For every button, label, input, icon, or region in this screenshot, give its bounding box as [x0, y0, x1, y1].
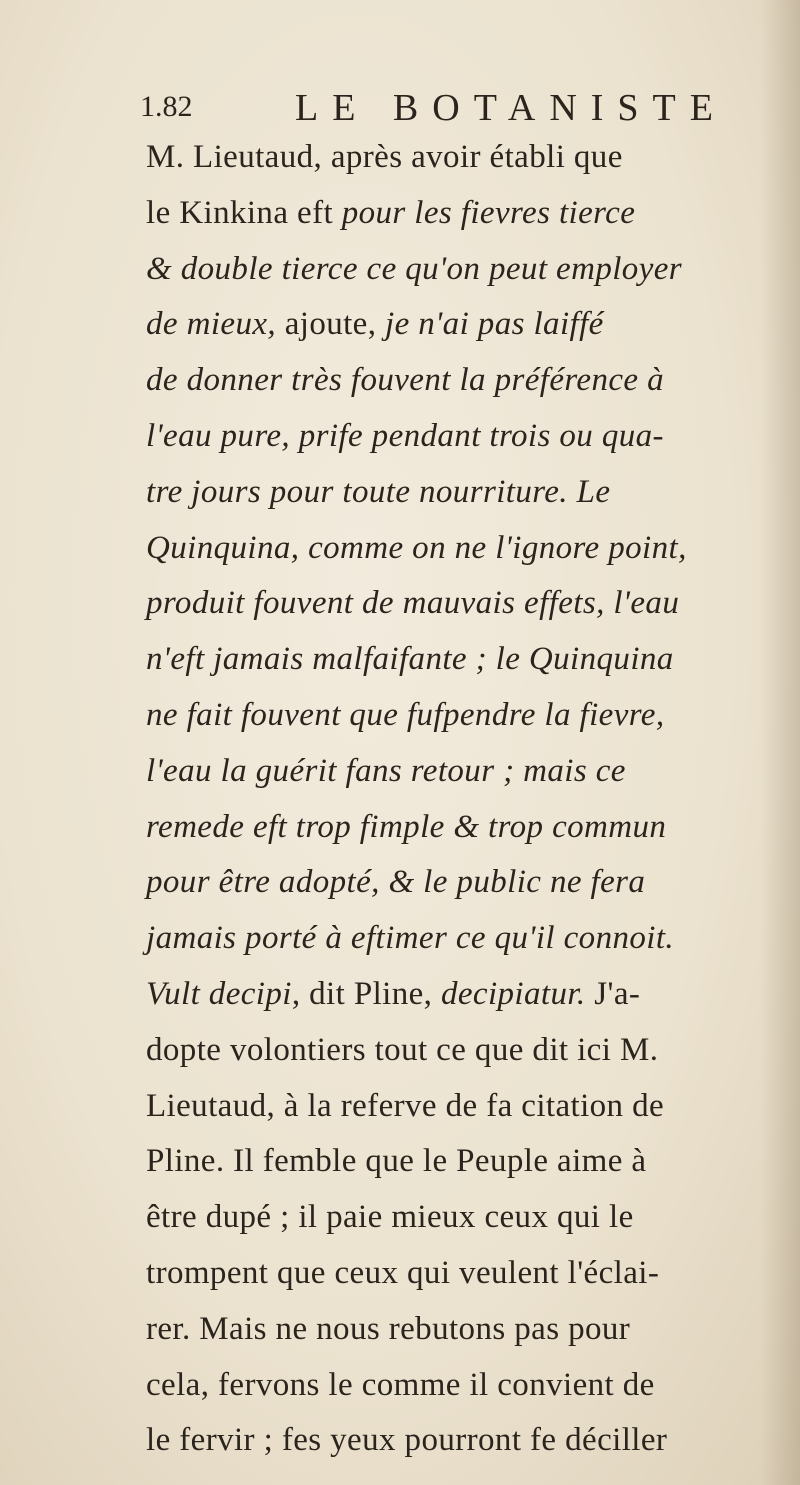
text-line [146, 353, 766, 409]
text-line [146, 1413, 766, 1469]
page-number: 1.82 [140, 90, 193, 123]
italic-segment: de mieux, [146, 306, 285, 343]
italic-segment: de donner très fouvent la préférence à [146, 362, 664, 399]
text-body [146, 130, 766, 1469]
text-line [146, 1023, 766, 1079]
text-line [146, 297, 766, 353]
roman-segment: J'a- [585, 975, 641, 1012]
text-line [146, 186, 766, 242]
page-header [140, 86, 727, 136]
page-edge-shadow [760, 0, 800, 1485]
roman-segment: dopte volontiers tout ce que dit ici M. [146, 1031, 659, 1068]
italic-segment: l'eau la guérit fans retour ; mais ce [146, 752, 626, 789]
text-line [146, 911, 766, 967]
running-head: LE BOTANISTE [295, 87, 727, 129]
text-line [146, 1190, 766, 1246]
italic-segment: pour être adopté, & le public ne fera [146, 864, 646, 901]
roman-segment: Pline. Il femble que le Peuple aime à [146, 1143, 647, 1180]
italic-segment: tre jours pour toute nourriture. Le [146, 473, 611, 510]
roman-segment: , dit Pline, [291, 975, 441, 1012]
italic-segment: ne fait fouvent que fufpendre la fievre, [146, 696, 665, 733]
text-line [146, 521, 766, 577]
text-line [146, 744, 766, 800]
italic-segment: pour les fievres tierce [341, 194, 636, 231]
text-line [146, 1302, 766, 1358]
italic-segment: Vult decipi [146, 975, 292, 1012]
text-line [146, 1358, 766, 1414]
roman-segment: le Kinkina eft [146, 194, 342, 231]
roman-segment: cela, fervons le comme il convient de [146, 1366, 655, 1403]
italic-segment: remede eft trop fimple & trop commun [146, 808, 667, 845]
italic-segment: decipiatur. [440, 975, 586, 1012]
text-line [146, 130, 766, 186]
roman-segment: être dupé ; il paie mieux ceux qui le [146, 1199, 634, 1236]
text-line [146, 1246, 766, 1302]
roman-segment: Lieutaud, à la referve de fa citation de [146, 1087, 665, 1124]
text-line [146, 688, 766, 744]
text-line [146, 1134, 766, 1190]
roman-segment: rer. Mais ne nous rebutons pas pour [146, 1310, 631, 1347]
italic-segment: Quinquina, comme on ne l'ignore point, [146, 529, 687, 566]
text-line [146, 632, 766, 688]
text-line [146, 465, 766, 521]
text-line [146, 855, 766, 911]
italic-segment: & double tierce ce qu'on peut employer [146, 250, 683, 287]
italic-segment: jamais porté à eftimer ce qu'il connoit. [146, 920, 675, 957]
text-line [146, 576, 766, 632]
italic-segment: je n'ai pas laiffé [385, 306, 604, 343]
italic-segment: l'eau pure, prife pendant trois ou qua- [146, 417, 664, 454]
roman-segment: trompent que ceux qui veulent l'éclai- [146, 1254, 660, 1291]
italic-segment: n'eft jamais malfaifante ; le Quinquina [146, 641, 674, 678]
roman-segment: M. Lieutaud, après avoir établi que [146, 139, 623, 175]
italic-segment: produit fouvent de mauvais effets, l'eau [146, 585, 680, 622]
roman-segment: le fervir ; fes yeux pourront fe déciller [146, 1422, 668, 1459]
text-line [146, 242, 766, 298]
text-line [146, 409, 766, 465]
text-line [146, 967, 766, 1023]
text-line [146, 1079, 766, 1135]
roman-segment: ajoute, [284, 306, 386, 343]
text-line [146, 800, 766, 856]
